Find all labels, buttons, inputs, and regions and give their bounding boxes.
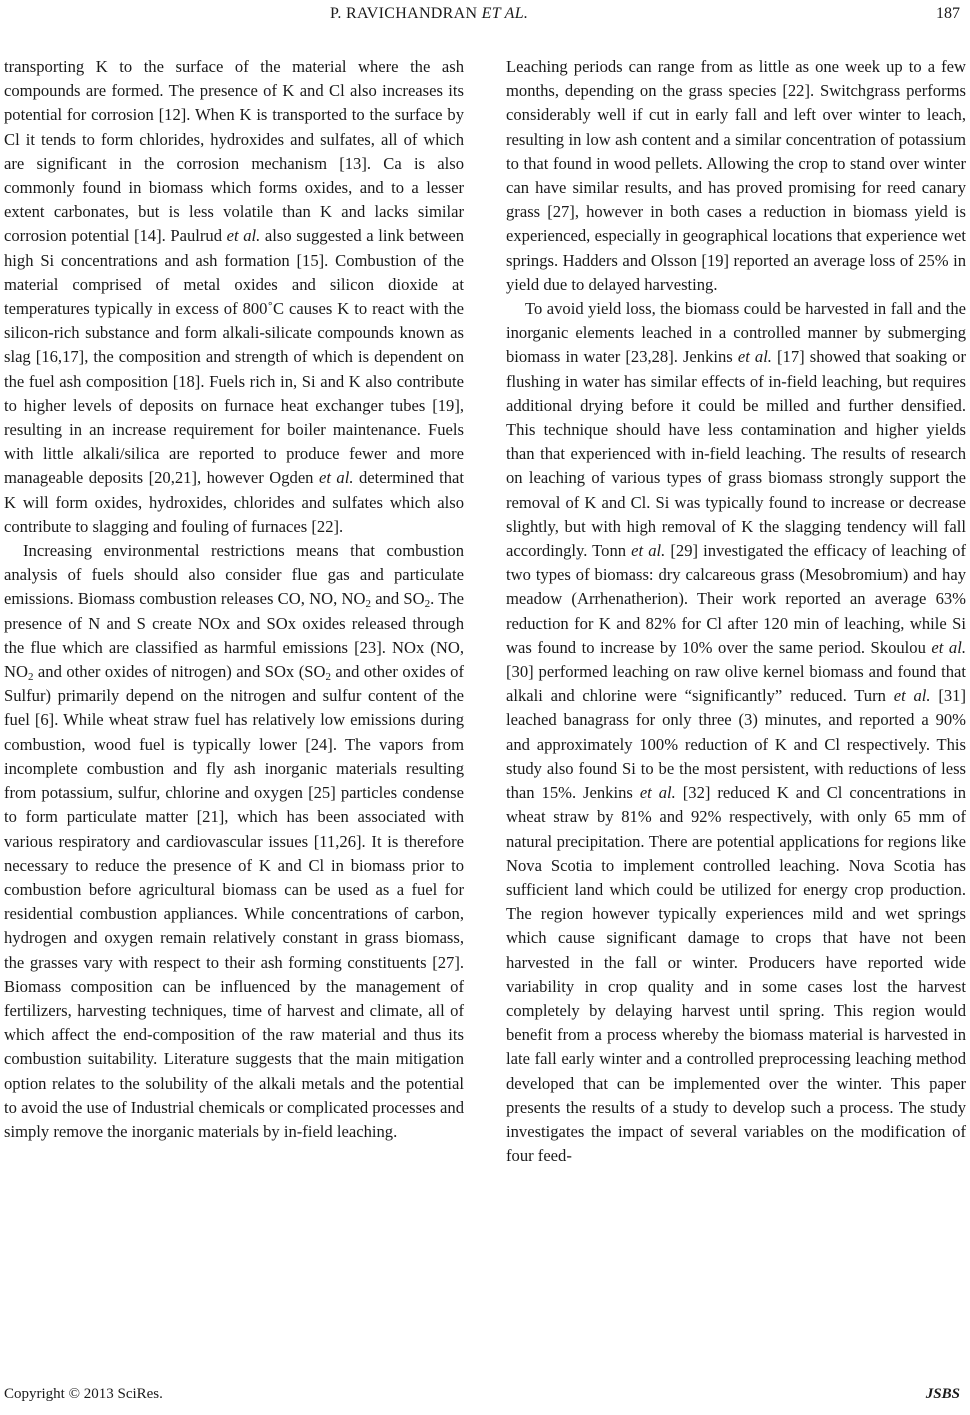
left-paragraph-2: Increasing environmental restrictions means that combustion analysis of fuels should also consider flue gas and particulate emissions. Biomass combustion releases CO, NO, $NO_2$ and $SO_2$. The presence of N and S create NOx and SOx oxides released through the flue which are classified as harmful emissions [23]. NOx (NO, $NO_2$ and other oxides of nitrogen) and SOx ($SO_2$ and other oxides of Sulfur) primarily depend on the nitrogen and sulfur content of the fuel [6]. While wheat straw fuel has relatively low emissions during combustion, wood fuel is typically lower [24]. The vapors from incomplete combustion and fly ash inorganic materials resulting from potassium, sulfur, chlorine and oxygen [25] particles condense to form particulate matter [21], which has been associated with various respiratory and cardiovascular issues [11,26]. It is therefore necessary to reduce the presence of K and Cl in biomass prior to combustion before agricultural biomass can be used as a fuel for residential combustion appliances. While concentrations of carbon, hydrogen and oxygen remain relatively constant in grass biomass, the grasses vary with respect to their ash forming constituents [27]. Biomass composition can be influenced by the management of fertilizers, harvesting techniques, time of harvest and climate, all of which affect the end-composition of the raw material and thus its combustion suitability. Literature suggests that the main mitigation option relates to the solubility of the alkali metals and the potential to avoid the use of Industrial chemicals or complicated processes and simply remove the inorganic materials by in-field leaching. xyxy=(4,541,465,1141)
running-header-authors xyxy=(330,2,528,26)
running-header xyxy=(0,2,970,26)
page-footer xyxy=(0,1382,970,1406)
right-paragraph-2: To avoid yield loss, the biomass could be harvested in fall and the inorganic elements leached in a controlled manner by submerging biomass in water [23,28]. Jenkins et al. [17] showed that soaking or flushing in water has similar effects of in-field leaching, but requires additional drying before it could be milled and further densified. This technique should have less contamination and higher yields than that experienced with in-field leaching. The results of research on leaching of various types of grass biomass strongly support the removal of K and Cl. Si was typically found to increase or decrease slightly, but with high removal of K the slagging tendency will fall accordingly. Tonn et al. [29] investigated the efficacy of leaching of two types of biomass: dry calcareous grass (Mesobromium) and hay meadow (Arrhenatherion). Their work reported an average 63% reduction for K and 82% for Cl after 120 min of leaching, while Si was found to increase by 10% over the same period. Skoulou et al. [30] performed leaching on raw olive kernel biomass and found that alkali and chlorine were “significantly” reduced. Turn et al. [31] leached banagrass for only three (3) minutes, and reported a 90% and approximately 100% reduction of K and Cl respectively. This study also found Si to be the most persistent, with reductions of less than 15%. Jenkins et al. [32] reduced K and Cl concentrations in wheat straw by 81% and 92% respectively, with only 65 mm of natural precipitation. There are potential applications for regions like Nova Scotia to implement controlled leaching. Nova Scotia has sufficient land which could be utilized for energy crop production. The region however typically experiences mild and wet springs which cause significant damage to crops that have not been harvested in the fall or winter. Producers have reported wide variability in crop quality and in some cases lost the harvest completely by delaying harvest until spring. This region would benefit from a process whereby the biomass material is harvested in late fall early winter and a controlled preprocessing leaching method developed that can be implemented over the winter. This paper presents the results of a study to develop such a process. The study investigates the impact of several variables on the modification of four feed- xyxy=(506,299,966,1166)
et-al: ET AL. xyxy=(481,5,529,22)
left-column xyxy=(4,55,464,1144)
page-number: 187 xyxy=(936,5,960,22)
author-name: P. RAVICHANDRAN xyxy=(330,5,478,22)
right-paragraph-1: Leaching periods can range from as little as one week up to a few months, depending on the grass species [22]. Switchgrass performs considerably well if cut in early fall and left over winter to leach, resulting in low ash content and a similar concentration of potassium to that found in wood pellets. Allowing the crop to stand over winter can have similar results, and has proved promising for reed canary grass [27], however in both cases a reduction in biomass yield is experienced, especially in geographical locations that experience wet springs. Hadders and Olsson [19] reported an average loss of 25% in yield due to delayed harvesting. xyxy=(506,57,966,294)
right-column xyxy=(506,55,966,1168)
left-paragraph-1: transporting K to the surface of the material where the ash compounds are formed. The presence of K and Cl also increases its potential for corrosion [12]. When K is transported to the surface by Cl it tends to form chlorides, hydroxides and sulfates, all of which are significant in the corrosion mechanism [13]. Ca is also commonly found in biomass which forms oxides, and to a lesser extent carbonates, but is less volatile than K and lacks similar corrosion potential [14]. Paulrud et al. also suggested a link between high Si concentrations and ash formation [15]. Combustion of the material comprised of metal oxides and silicon dioxide at temperatures typically in excess of 800˚C causes K to react with the silicon-rich substance and form alkali-silicate compounds known as slag [16,17], the composition and strength of which is dependent on the fuel ash composition [18]. Fuels rich in, Si and K also contribute to higher levels of deposits on furnace heat exchanger tubes [19], resulting in an increase requirement for boiler maintenance. Fuels with little alkali/silica are reported to produce fewer and more manageable deposits [20,21], however Ogden et al. determined that K will form oxides, hydroxides, chlorides and sulfates which also contribute to slagging and fouling of furnaces [22]. xyxy=(4,57,464,536)
journal-abbreviation: JSBS xyxy=(925,1386,960,1402)
copyright-notice: Copyright © 2013 SciRes. xyxy=(4,1386,163,1402)
